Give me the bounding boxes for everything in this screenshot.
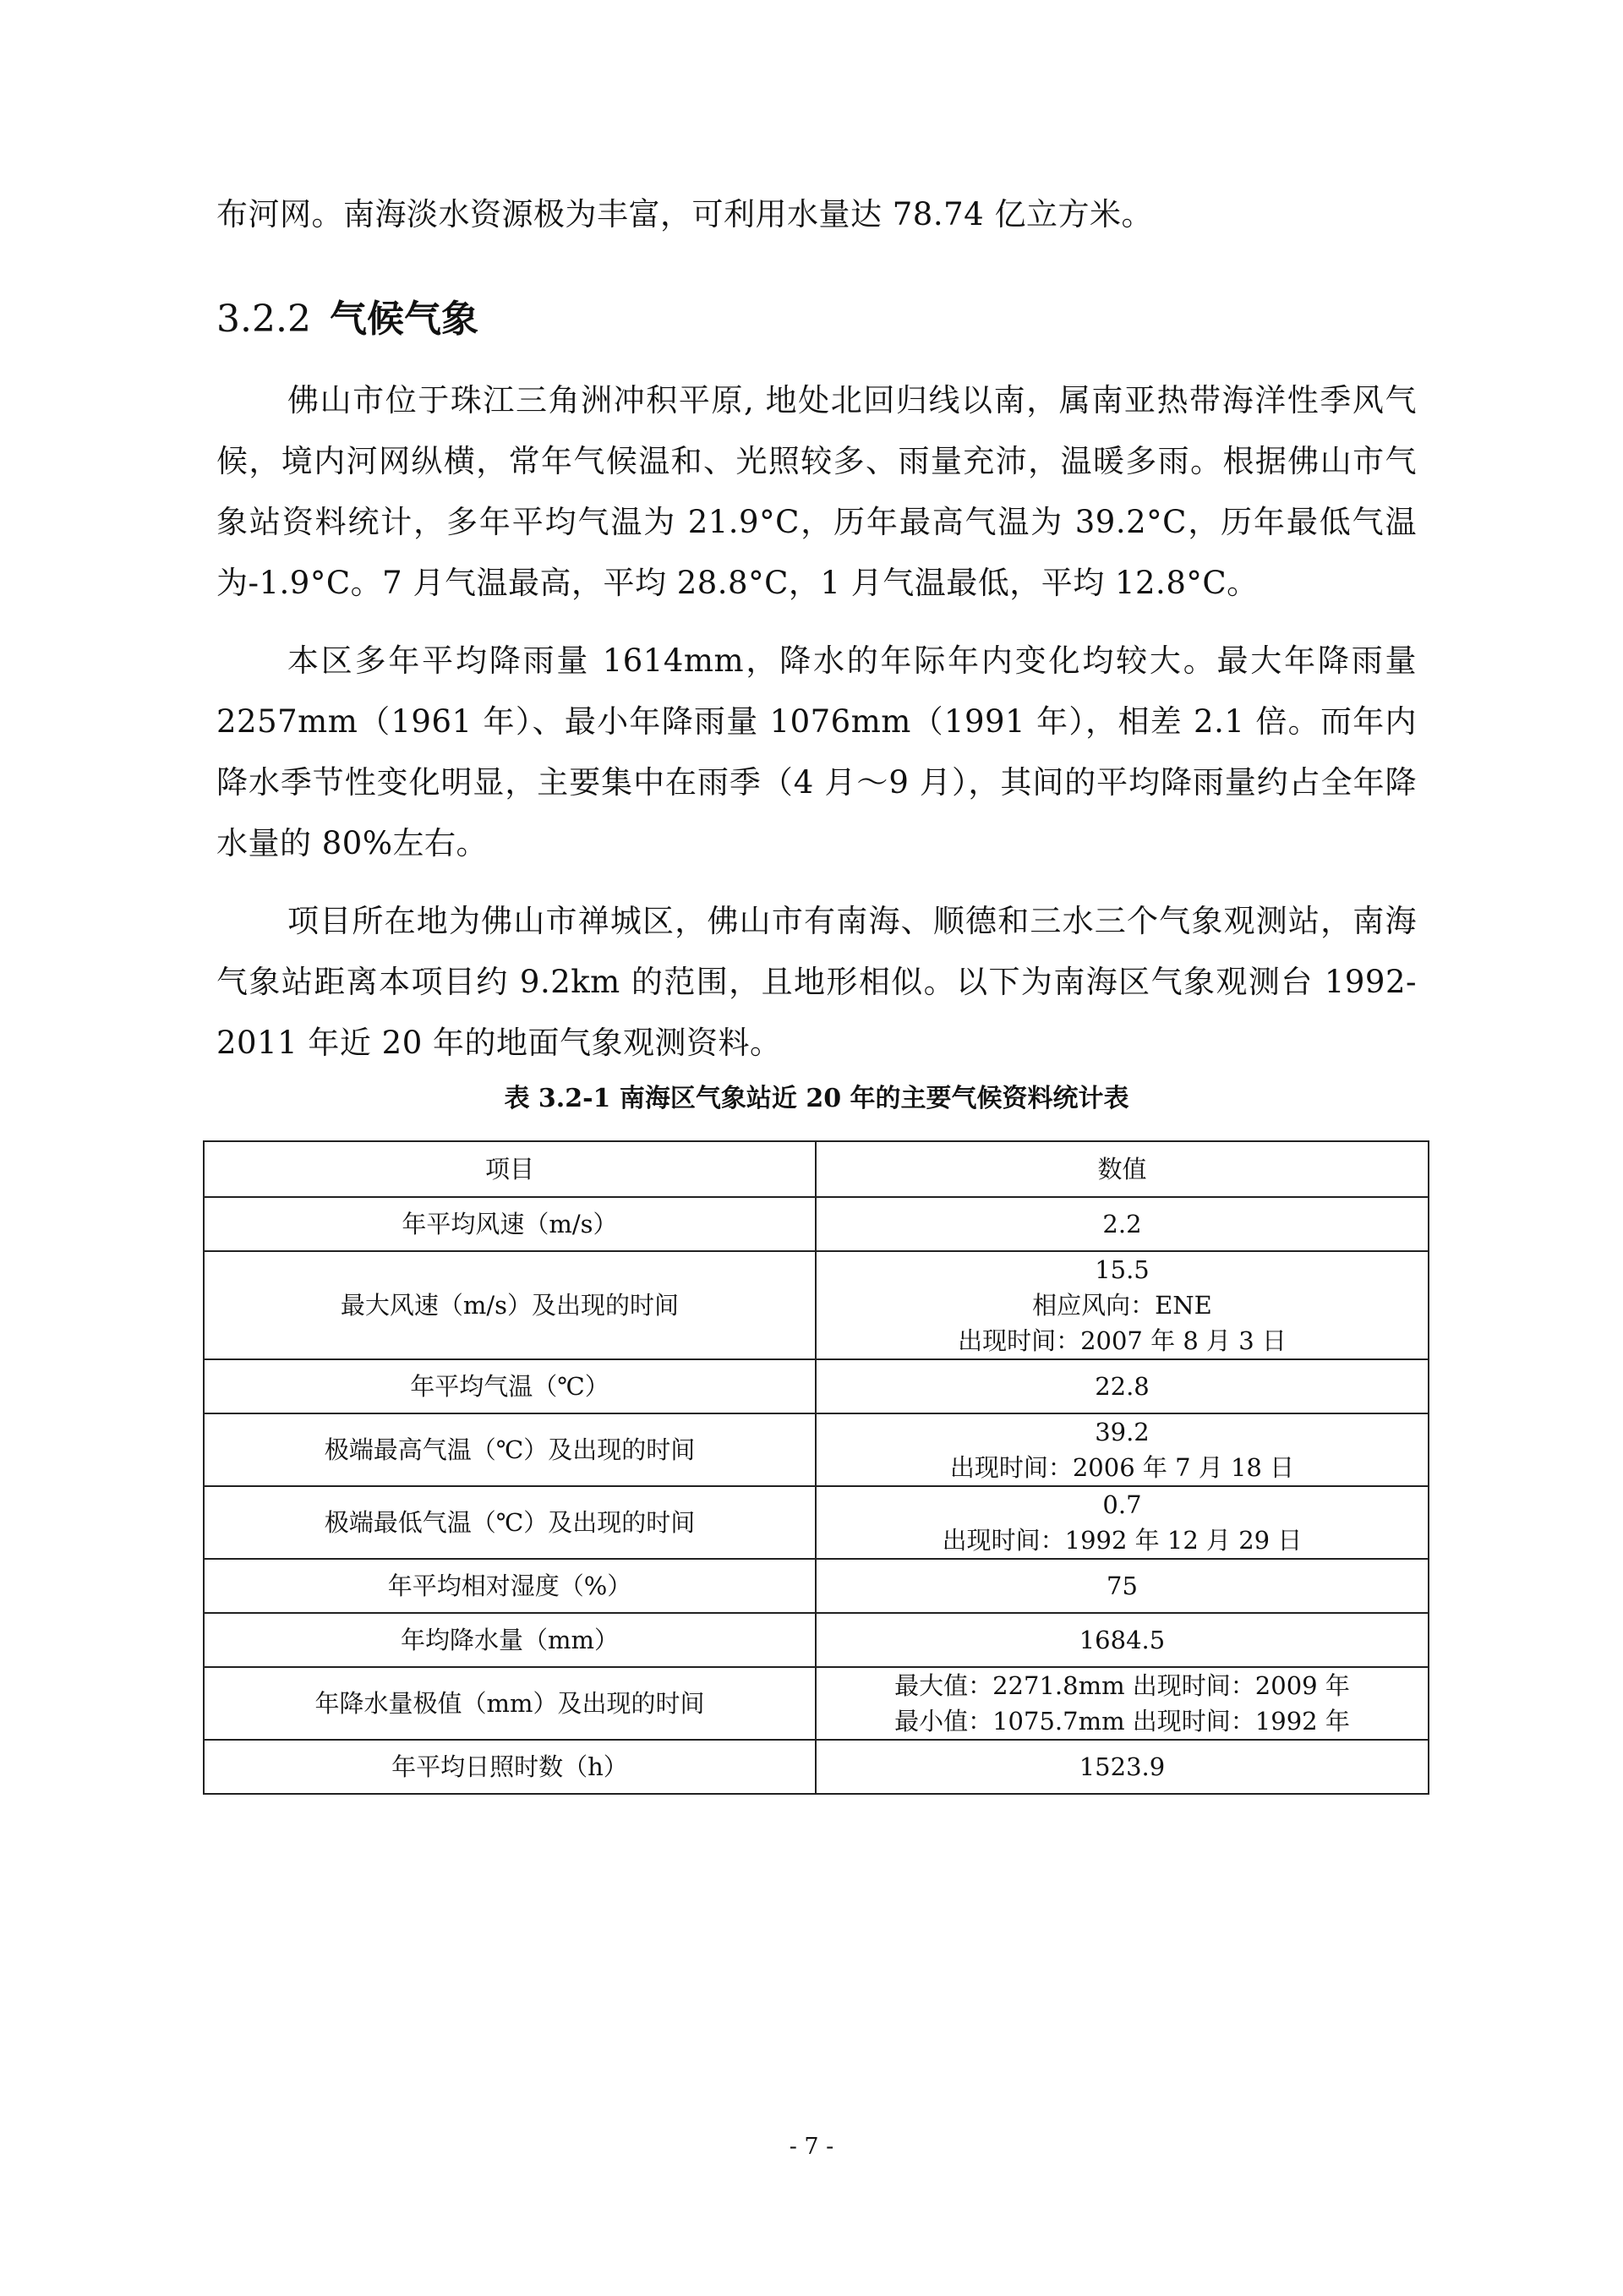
section-title: 气候气象 bbox=[329, 298, 478, 341]
value-line: 出现时间：1992 年 12 月 29 日 bbox=[942, 1526, 1303, 1555]
table-row bbox=[204, 1486, 1429, 1559]
table-row bbox=[204, 1251, 1429, 1359]
row-value bbox=[816, 1613, 1429, 1667]
paragraph-rainfall: 本区多年平均降雨量 1614mm，降水的年际年内变化均较大。最大年降雨量 2257mm（1961 年）、最小年降雨量 1076mm（1991 年），相差 2.1 倍。而年内降水季节性变化明显，主要集中在雨季（4 月～9 月），其间的平均降雨量约占全年降水量的 80%左右。 bbox=[216, 642, 1417, 861]
paragraph-station-info: 项目所在地为佛山市禅城区，佛山市有南海、顺德和三水三个气象观测站，南海气象站距离本项目约 9.2km 的范围，且地形相似。以下为南海区气象观测台 1992-2011 年近 20 年的地面气象观测资料。 bbox=[216, 903, 1417, 1061]
row-item: 极端最低气温（℃）及出现的时间 bbox=[204, 1486, 816, 1559]
section-number: 3.2.2 bbox=[216, 298, 311, 341]
value-line: 2.2 bbox=[1102, 1210, 1142, 1238]
row-value bbox=[816, 1197, 1429, 1251]
table-caption: 表 3.2-1 南海区气象站近 20 年的主要气候资料统计表 bbox=[504, 1084, 1129, 1113]
row-value bbox=[816, 1559, 1429, 1613]
table-row bbox=[204, 1559, 1429, 1613]
section-heading bbox=[216, 286, 478, 353]
value-line: 最小值：1075.7mm 出现时间：1992 年 bbox=[894, 1707, 1350, 1736]
paragraph-water-resources: 布河网。南海淡水资源极为丰富，可利用水量达 78.74 亿立方米。 bbox=[216, 196, 1153, 232]
table-row bbox=[204, 1413, 1429, 1486]
value-line: 1684.5 bbox=[1079, 1626, 1166, 1654]
row-value bbox=[816, 1359, 1429, 1413]
row-value bbox=[816, 1251, 1429, 1359]
header-item: 项目 bbox=[204, 1141, 816, 1197]
row-item: 最大风速（m/s）及出现的时间 bbox=[204, 1251, 816, 1359]
row-item: 年平均相对湿度（%） bbox=[204, 1559, 816, 1613]
value-line: 出现时间：2006 年 7 月 18 日 bbox=[949, 1453, 1295, 1482]
row-value bbox=[816, 1740, 1429, 1794]
climate-stats-table bbox=[203, 1140, 1429, 1795]
header-value: 数值 bbox=[816, 1141, 1429, 1197]
table-row bbox=[204, 1613, 1429, 1667]
row-value bbox=[816, 1667, 1429, 1740]
table-row bbox=[204, 1197, 1429, 1251]
table-row bbox=[204, 1667, 1429, 1740]
value-line: 22.8 bbox=[1095, 1372, 1150, 1401]
row-item: 年平均日照时数（h） bbox=[204, 1740, 816, 1794]
paragraph-climate-overview: 佛山市位于珠江三角洲冲积平原, 地处北回归线以南，属南亚热带海洋性季风气候，境内河网纵横，常年气候温和、光照较多、雨量充沛，温暖多雨。根据佛山市气象站资料统计，多年平均气温为 21.9°C，历年最高气温为 39.2°C，历年最低气温为-1.9°C。7 月气温最高，平均 28.8°C，1 月气温最低，平均 12.8°C。 bbox=[216, 382, 1417, 601]
table-body bbox=[204, 1197, 1429, 1794]
row-item: 年平均风速（m/s） bbox=[204, 1197, 816, 1251]
table-header-row bbox=[204, 1141, 1429, 1197]
row-item: 年降水量极值（mm）及出现的时间 bbox=[204, 1667, 816, 1740]
row-value bbox=[816, 1413, 1429, 1486]
table-row bbox=[204, 1359, 1429, 1413]
row-item: 极端最高气温（℃）及出现的时间 bbox=[204, 1413, 816, 1486]
table-row bbox=[204, 1740, 1429, 1794]
value-line: 15.5 bbox=[1095, 1255, 1150, 1284]
row-value bbox=[816, 1486, 1429, 1559]
row-item: 年平均气温（℃） bbox=[204, 1359, 816, 1413]
value-line: 相应风向：ENE bbox=[1032, 1291, 1212, 1320]
row-item: 年均降水量（mm） bbox=[204, 1613, 816, 1667]
value-line: 1523.9 bbox=[1079, 1752, 1166, 1781]
value-line: 0.7 bbox=[1102, 1490, 1142, 1519]
value-line: 75 bbox=[1107, 1572, 1138, 1600]
value-line: 最大值：2271.8mm 出现时间：2009 年 bbox=[894, 1671, 1350, 1700]
page-number: - 7 - bbox=[789, 2134, 834, 2160]
value-line: 39.2 bbox=[1095, 1418, 1150, 1446]
value-line: 出现时间：2007 年 8 月 3 日 bbox=[958, 1326, 1287, 1355]
